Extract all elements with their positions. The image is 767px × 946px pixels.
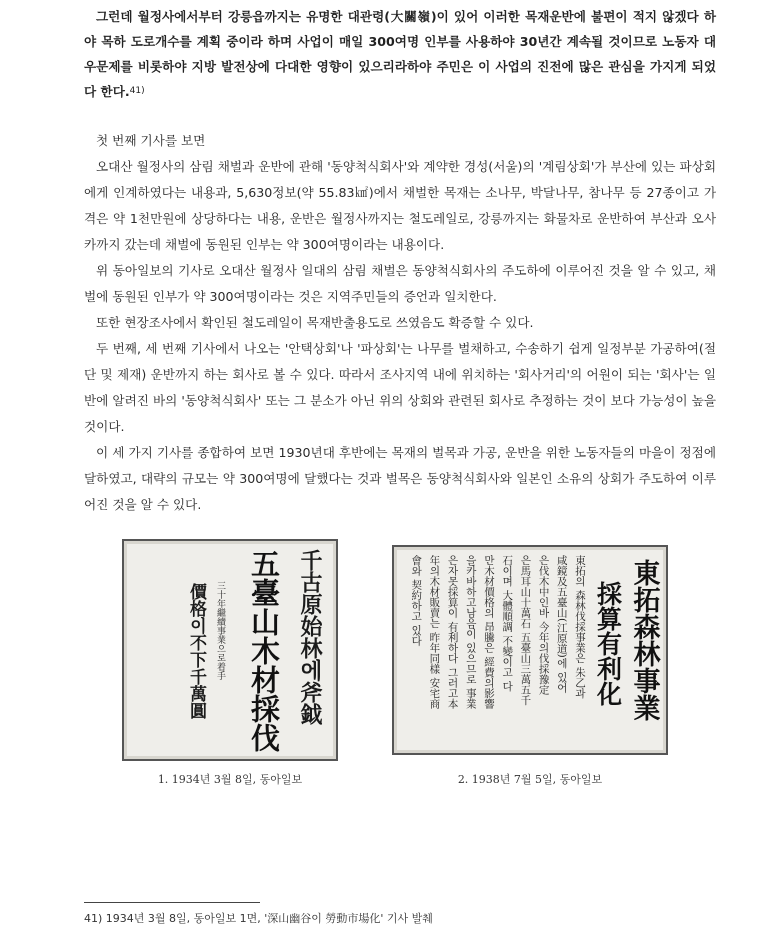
clipping-2-body-column: 은馬耳山十萬石 五臺山三萬五千 <box>519 555 532 706</box>
clipping-2-body-column: 咸鏡及五臺山(江原道)에 있어 <box>555 555 568 693</box>
clipping-2-body-column: 은伐木中인바 今年의伐採豫定 <box>537 555 550 695</box>
paragraph-2: 위 동아일보의 기사로 오대산 월정사 일대의 삼림 채벌은 동양척식회사의 주도하에 이루어진 것을 알 수 있고, 채벌에 동원된 인부가 약 300여명이라는 것은 지역주민들의 증언과 일치한다. <box>84 263 716 304</box>
footnote-41: 41) 1934년 3월 8일, 동아일보 1면, '深山幽谷이 勞動市場化' 기사 발췌 <box>84 912 433 925</box>
quoted-article-text: 그런데 월정사에서부터 강릉읍까지는 유명한 대관령(大關嶺)이 있어 이러한 목재운반에 불편이 적지 않겠다 하야 목하 도로개수를 계획 중이라 하며 사업이 매일 300여명 인부를 사용하야 30년간 계속될 것이므로 노동자 대우문제를 비롯하야 지방 발전상에 다대한 영향이 있으리라하야 주민은 이 사업의 진전에 많은 관심을 가지게 되었다 한다.$^{41)}$ <box>84 9 716 99</box>
lead-line: 첫 번째 기사를 보면 <box>96 133 206 148</box>
footnote-divider <box>84 902 260 903</box>
clipping-1-price-line: 價格이不下千萬圓 <box>186 583 206 719</box>
paragraph-5: 이 세 가지 기사를 종합하여 보면 1930년대 후반에는 목재의 벌목과 가공, 운반을 위한 노동자들의 마을이 정점에 달하였고, 대략의 규모는 약 300여명에 달했다는 것과 벌목은 동양척식회사와 일본인 소유의 상회가 주도하여 이루어진 것을 알 수 있다. <box>84 445 716 512</box>
clipping-2-body <box>410 554 586 709</box>
clipping-2-subheadline: 採算有利化 <box>593 581 623 706</box>
paragraph-3: 또한 현장조사에서 확인된 철도레일이 목재반출용도로 쓰였음도 확증할 수 있다. <box>96 315 534 330</box>
clipping-2-headline: 東拓森林事業 <box>628 559 660 721</box>
clipping-1-subheadline: 千古原始林에斧鉞 <box>297 549 323 725</box>
footnote-ref: 41) <box>129 86 145 96</box>
clipping-1-headline: 五臺山木材採伐 <box>247 549 281 752</box>
body-text <box>84 128 716 518</box>
clipping-2-body-column: 年의木材販賣는 昨年同樣 安宅商 <box>428 555 441 709</box>
clipping-1-detail: 三十年繼續事業으로着手 <box>215 581 225 680</box>
newspaper-clipping-1 <box>122 539 338 761</box>
clipping-2-body-column: 을카바하고남음이 있으므로 事業 <box>464 555 477 709</box>
quoted-article <box>84 4 716 104</box>
newspaper-clipping-2 <box>392 545 668 755</box>
paragraph-4: 두 번째, 세 번째 기사에서 나오는 '안택상회'나 '파상회'는 나무를 벌채하고, 수송하기 쉽게 일정부분 가공하여(절단 및 제재) 운반까지 하는 회사로 볼 수 있다. 따라서 조사지역 내에 위치하는 '회사거리'의 어원이 되는 '회사'는 일반에 알려진 바의 '동양척식회사' 또는 그 분소가 아닌 위의 상회와 관련된 회사로 추정하는 것이 보다 가능성이 높을 것이다. <box>84 341 716 434</box>
clipping-2-body-column: 은자못採算이 有利하다 그러고本 <box>446 555 459 709</box>
clipping-1-image <box>124 541 336 759</box>
paragraph-1: 오대산 월정사의 삼림 채벌과 운반에 관해 '동양척식회사'와 계약한 경성(서울)의 '계림상회'가 부산에 있는 파상회에게 인계하였다는 내용과, 5,630정보(약 55.83㎢)에서 채벌한 목재는 소나무, 박달나무, 참나무 등 27종이고 가격은 약 1천만원에 상당하다는 내용, 운반은 월정사까지는 철도레일로, 강릉까지는 화물차로 운반하여 부산과 오사카까지 갔는데 채벌에 동원된 인부는 약 300여명이라는 내용이다. <box>84 159 716 252</box>
clipping-2-body-column: 東拓의 森林伐採事業은 朱乙과 <box>574 555 586 699</box>
caption-2: 2. 1938년 7월 5일, 동아일보 <box>457 773 603 786</box>
clipping-2-body-column: 만木材價格의 昂騰은 經費의影響 <box>483 555 495 709</box>
caption-1: 1. 1934년 3월 8일, 동아일보 <box>157 773 303 786</box>
clipping-2-body-column: 會와 契約하고 있다 <box>410 555 423 646</box>
clipping-2-image <box>394 547 666 753</box>
clipping-2-body-column: 石이며 大體順調 不變이고 다 <box>501 555 514 692</box>
